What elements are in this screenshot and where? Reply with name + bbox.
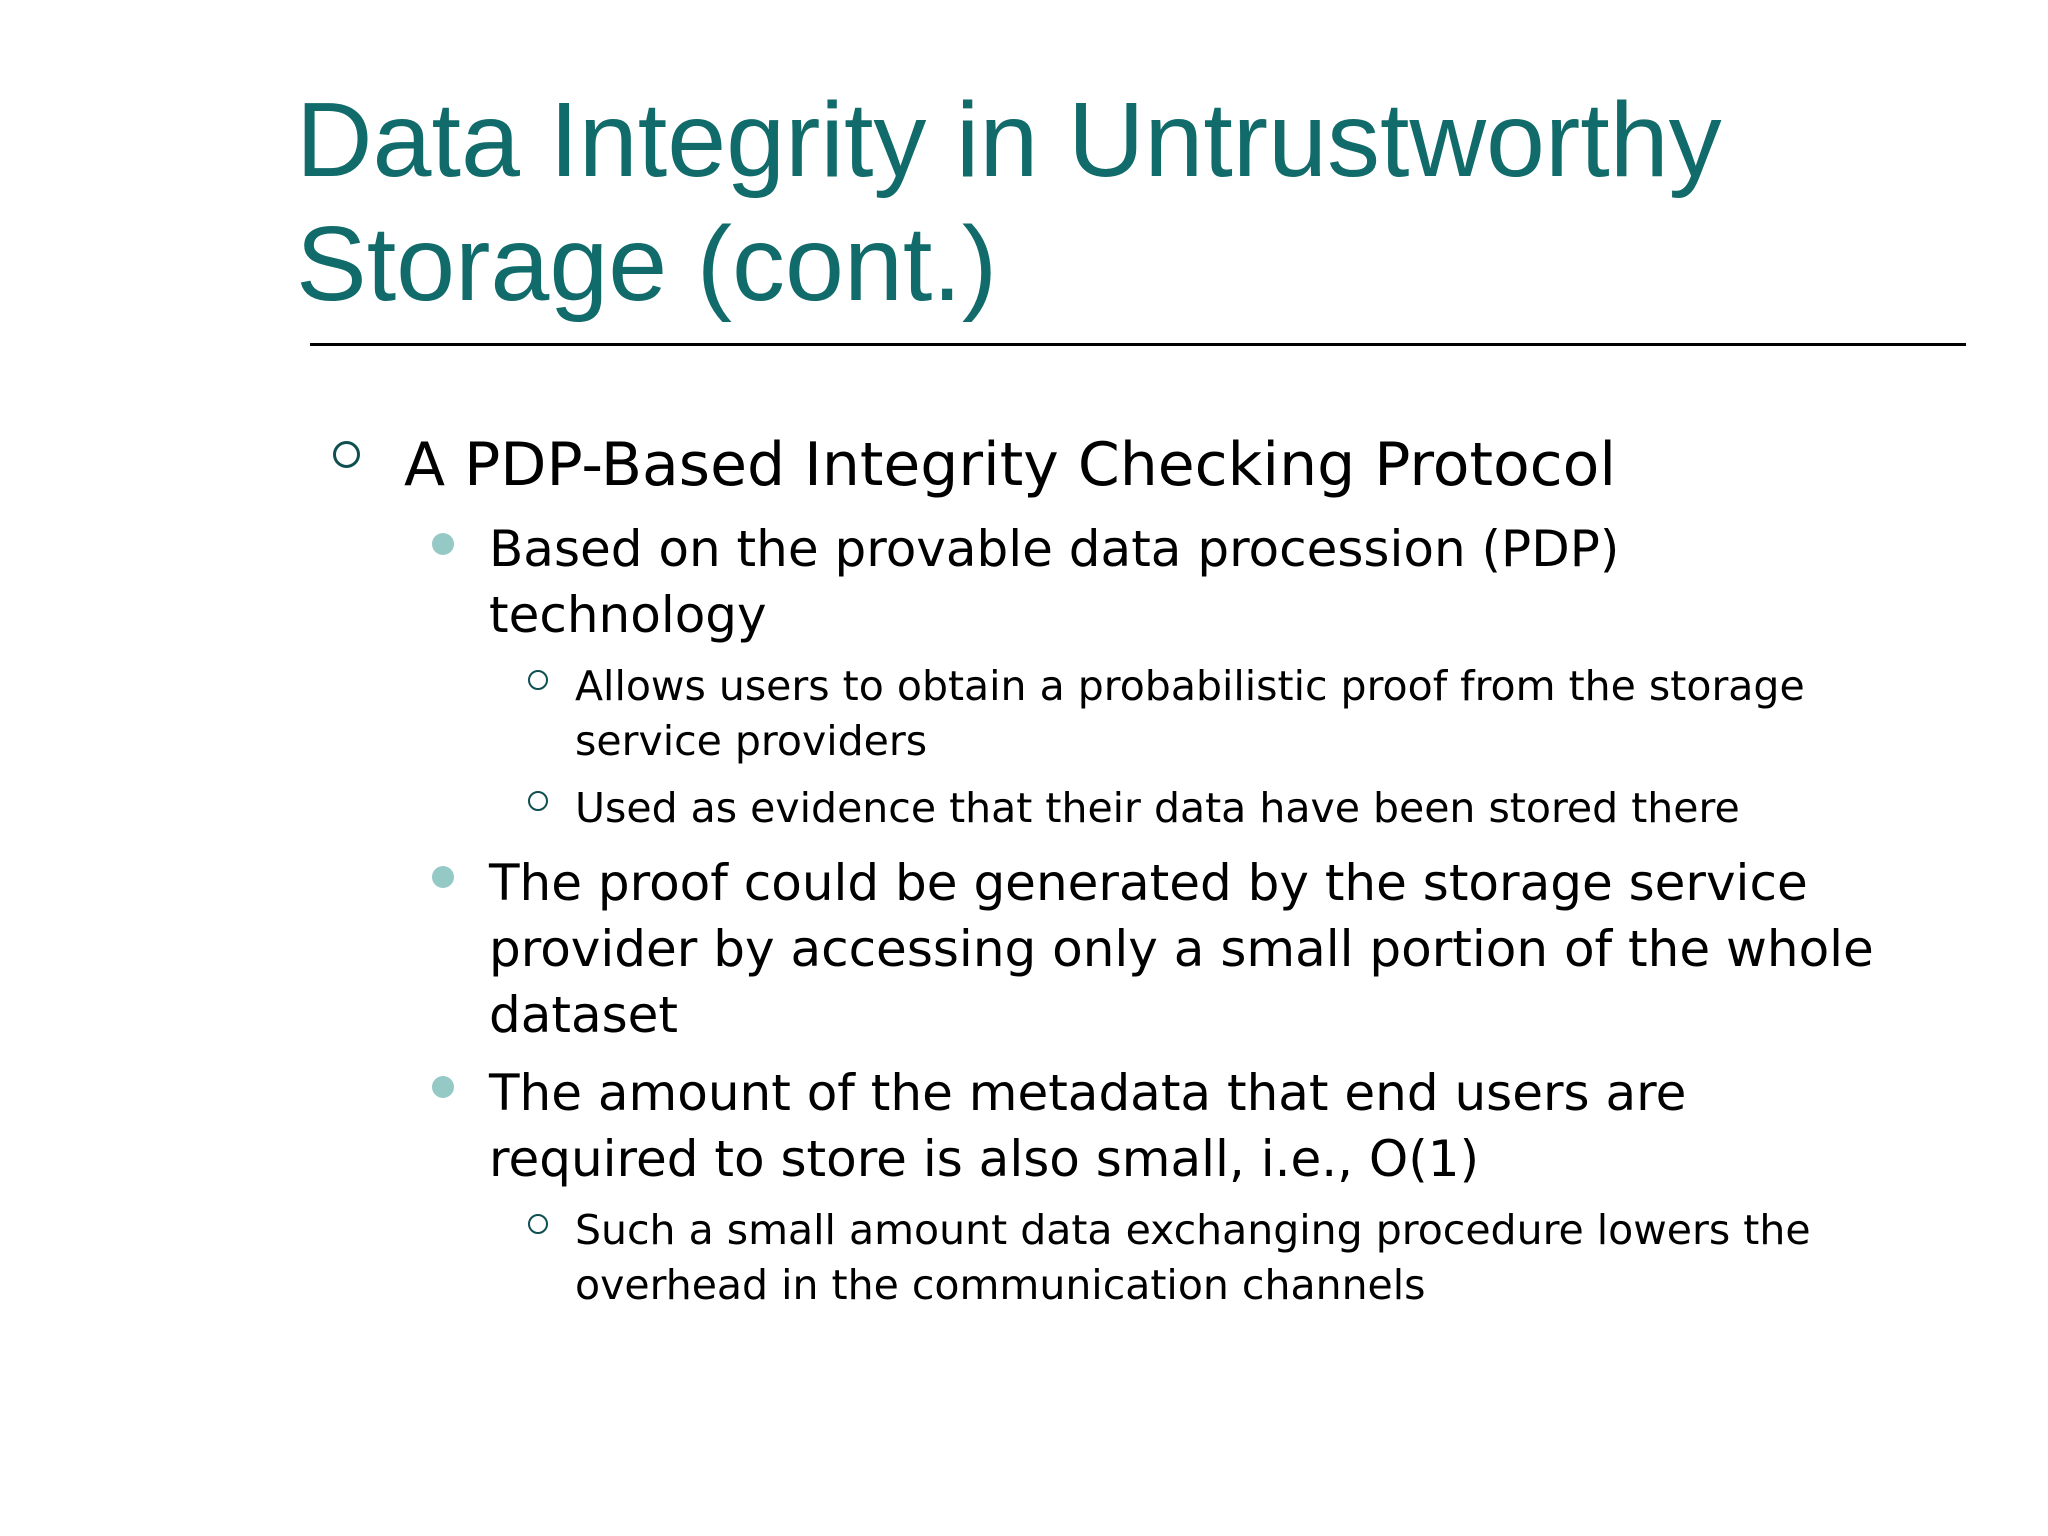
dot-bullet-icon [432, 866, 454, 888]
bullet-text: Based on the provable data procession (PDP) technology [489, 520, 1620, 644]
dot-bullet-icon [432, 533, 454, 555]
bullet-text: A PDP-Based Integrity Checking Protocol [404, 430, 1617, 500]
bullet-text: Such a small amount data exchanging procedure lowers the overhead in the communication channels [575, 1206, 1811, 1309]
title-divider [310, 343, 1966, 346]
dot-bullet-icon [432, 1076, 454, 1098]
bullet-text: Allows users to obtain a probabilistic proof from the storage service providers [575, 662, 1805, 765]
ring-bullet-icon [528, 670, 548, 690]
bullet-text: The amount of the metadata that end users are required to store is also small, i.e., O(1) [489, 1064, 1687, 1188]
ring-bullet-icon [528, 791, 548, 811]
ring-bullet-icon [333, 441, 360, 468]
slide-title: Data Integrity in Untrustworthy Storage (cont.) [296, 81, 1722, 323]
bullet-text: Used as evidence that their data have been stored there [575, 784, 1740, 832]
ring-bullet-icon [528, 1214, 548, 1234]
bullet-text: The proof could be generated by the storage service provider by accessing only a small portion of the whole dataset [489, 854, 1874, 1044]
